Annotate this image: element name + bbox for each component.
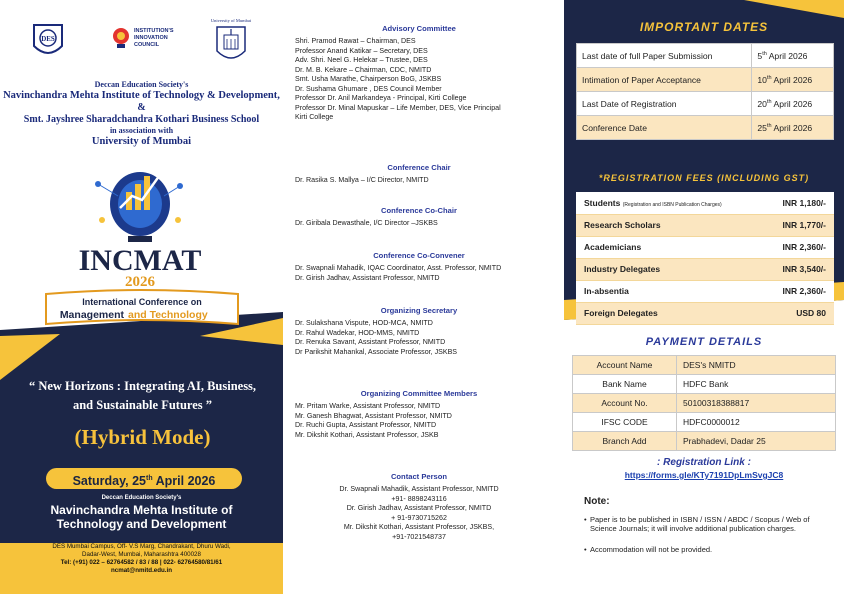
important-dates-table bbox=[576, 43, 834, 140]
conference-theme bbox=[20, 377, 265, 415]
table-row bbox=[573, 413, 836, 432]
fee-label: In-absentia bbox=[576, 280, 762, 302]
fee-label: Foreign Delegates bbox=[576, 302, 762, 324]
co-chair-member: Dr. Giribala Dewasthale, I/C Director –JSKBS bbox=[295, 219, 438, 227]
fee-label: Students (Registration and ISBN Publication Charges) bbox=[576, 192, 762, 214]
payment-details-title: PAYMENT DETAILS bbox=[645, 336, 763, 348]
conference-logo bbox=[40, 162, 245, 330]
des-logo bbox=[30, 22, 66, 62]
org-line-3: & bbox=[137, 102, 146, 113]
date-value: 5th April 2026 bbox=[752, 44, 834, 68]
fee-label: Research Scholars bbox=[576, 214, 762, 236]
committee-panel bbox=[283, 0, 564, 594]
payment-value: Prabhadevi, Dadar 25 bbox=[677, 432, 836, 451]
fee-amount: INR 1,770/- bbox=[762, 214, 834, 236]
secretary-member: Dr. Sulakshana Vispute, HOD-MCA, NMITD bbox=[295, 319, 433, 327]
secretary-member: Dr Parikshit Mahankal, Associate Professor, JSKBS bbox=[295, 347, 458, 356]
bulb-chart-icon bbox=[40, 162, 245, 330]
organizer-text bbox=[0, 80, 283, 148]
committee-member: Mr. Ganesh Bhagwat, Assistant Professor, NMITD bbox=[295, 411, 452, 420]
table-row bbox=[576, 214, 834, 236]
payment-value: HDFC Bank bbox=[677, 375, 836, 394]
fee-amount: INR 3,540/- bbox=[762, 258, 834, 280]
advisory-member: Shri. Pramod Rawat – Chairman, DES bbox=[295, 37, 416, 45]
theme-line-2: and Sustainable Futures ” bbox=[72, 398, 213, 412]
date-value: 10th April 2026 bbox=[752, 68, 834, 92]
registration-link[interactable]: https://forms.gle/KTy7191DpLmSvgJC8 bbox=[624, 470, 784, 480]
host-name-line-2: Technology and Development bbox=[56, 517, 227, 531]
org-line-4: Smt. Jayshree Sharadchandra Kothari Business School bbox=[23, 114, 260, 125]
notes-heading: Note: bbox=[584, 496, 610, 507]
conference-name: INCMAT bbox=[78, 244, 202, 277]
conference-chair bbox=[295, 163, 543, 186]
payment-key: Branch Add bbox=[573, 432, 677, 451]
fee-amount: INR 1,180/- bbox=[762, 192, 834, 214]
date-day: Saturday, 25 bbox=[72, 474, 147, 489]
payment-value: 50100318388817 bbox=[677, 394, 836, 413]
mu-logo-text: University of Mumbai bbox=[210, 18, 252, 23]
table-row bbox=[577, 92, 834, 116]
fee-label: Industry Delegates bbox=[576, 258, 762, 280]
fee-amount: USD 80 bbox=[762, 302, 834, 324]
conference-date-pill bbox=[46, 468, 242, 489]
fee-amount: INR 2,360/- bbox=[762, 236, 834, 258]
organizing-secretary bbox=[295, 306, 543, 357]
important-dates-title: IMPORTANT DATES bbox=[639, 20, 769, 34]
host-institute bbox=[0, 494, 283, 531]
co-convener-heading: Conference Co-Convener bbox=[373, 251, 465, 260]
conference-full-name-2b: and Technology bbox=[128, 309, 208, 321]
iic-logo bbox=[110, 20, 180, 66]
logo-row bbox=[0, 18, 283, 76]
advisory-member: Professor Dr. Minal Mapuskar – Life Member, DES, Vice Principal bbox=[295, 103, 501, 112]
table-row bbox=[573, 375, 836, 394]
advisory-member: Kirti College bbox=[295, 113, 334, 121]
contact-name: Dr. Swapnali Mahadik, Assistant Professor, NMITD bbox=[339, 485, 499, 493]
table-row bbox=[573, 394, 836, 413]
date-label: Intimation of Paper Acceptance bbox=[577, 68, 752, 92]
note-item: • Paper is to be published in ISBN / ISSN / ABDC / Scopus / Web of Science Journals; it will involve additional publication charges. bbox=[584, 515, 824, 533]
contact-name: Dr. Girish Jadhav, Assistant Professor, NMITD bbox=[346, 504, 492, 512]
table-row bbox=[577, 68, 834, 92]
iic-line-2: INNOVATION bbox=[134, 35, 168, 41]
org-line-2: Navinchandra Mehta Institute of Technology & Development, bbox=[3, 90, 280, 101]
date-label: Last date of full Paper Submission bbox=[577, 44, 752, 68]
advisory-heading: Advisory Committee bbox=[382, 24, 456, 33]
co-convener-member: Dr. Swapnali Mahadik, IQAC Coordinator, Asst. Professor, NMITD bbox=[295, 264, 502, 272]
contact-phone[interactable]: +91-7021548737 bbox=[392, 532, 446, 541]
contact-phone[interactable]: +91- 8898243116 bbox=[391, 494, 447, 503]
payment-key: Account Name bbox=[573, 356, 677, 375]
secretary-heading: Organizing Secretary bbox=[380, 306, 458, 315]
right-panel bbox=[564, 0, 844, 594]
contact-heading: Contact Person bbox=[390, 472, 448, 481]
notes-block bbox=[584, 496, 824, 566]
fee-amount: INR 2,360/- bbox=[762, 280, 834, 302]
organizing-committee-members bbox=[295, 389, 543, 440]
payment-details-table bbox=[572, 355, 836, 451]
advisory-member: Professor Dr. Anil Markandeya - Principal, Kirti College bbox=[295, 94, 467, 102]
committee-member: Dr. Ruchi Gupta, Assistant Professor, NMITD bbox=[295, 421, 437, 429]
mu-crest-icon bbox=[213, 23, 249, 67]
conference-year: 2026 bbox=[125, 274, 155, 290]
conference-co-chair bbox=[295, 206, 543, 229]
payment-value: HDFC0000012 bbox=[677, 413, 836, 432]
contact-phone[interactable]: + 91-9730715262 bbox=[391, 513, 447, 522]
phone-numbers: Tel: (+91) 022 – 62764582 / 83 / 88 | 022- 62764580/81/61 bbox=[60, 559, 223, 566]
payment-key: Account No. bbox=[573, 394, 677, 413]
bulb-icon bbox=[110, 26, 132, 50]
members-heading: Organizing Committee Members bbox=[360, 389, 478, 398]
left-panel bbox=[0, 0, 283, 594]
table-row bbox=[573, 432, 836, 451]
date-suffix: th bbox=[146, 475, 153, 482]
payment-value: DES's NMITD bbox=[677, 356, 836, 375]
mumbai-university-logo bbox=[206, 18, 256, 74]
registration-link-title: : Registration Link : bbox=[657, 457, 751, 468]
date-value: 20th April 2026 bbox=[752, 92, 834, 116]
iic-line-3: COUNCIL bbox=[134, 42, 160, 48]
note-item: • Accommodation will not be provided. bbox=[584, 545, 824, 554]
payment-key: IFSC CODE bbox=[573, 413, 677, 432]
date-value: 25th April 2026 bbox=[752, 116, 834, 140]
table-row bbox=[573, 356, 836, 375]
org-line-6: University of Mumbai bbox=[91, 136, 192, 147]
registration-fees-table bbox=[576, 192, 834, 325]
secretary-member: Dr. Renuka Savant, Assistant Professor, NMITD bbox=[295, 338, 446, 346]
address-block bbox=[0, 543, 283, 575]
chair-member: Dr. Rasika S. Mallya – I/C Director, NMITD bbox=[295, 176, 429, 184]
svg-text:DES: DES bbox=[41, 35, 55, 43]
date-month-year: April 2026 bbox=[152, 474, 216, 489]
committee-member: Mr. Pritam Warke, Assistant Professor, NMITD bbox=[295, 402, 441, 410]
advisory-member: Adv. Shri. Neel G. Helekar – Trustee, DES bbox=[295, 56, 428, 64]
conference-full-name-1: International Conference on bbox=[82, 297, 202, 307]
contact-person bbox=[295, 472, 543, 542]
host-name-line-1: Navinchandra Mehta Institute of bbox=[50, 503, 233, 517]
table-row bbox=[576, 192, 834, 214]
table-row bbox=[577, 116, 834, 140]
org-line-5: in association with bbox=[109, 126, 174, 135]
table-row bbox=[576, 258, 834, 280]
committee-member: Mr. Dikshit Kothari, Assistant Professor, JSKB bbox=[295, 430, 439, 439]
date-label: Conference Date bbox=[577, 116, 752, 140]
secretary-member: Dr. Rahul Wadekar, HOD-MMS, NMITD bbox=[295, 328, 420, 337]
conference-co-convener bbox=[295, 251, 543, 283]
org-line-1: Deccan Education Society's bbox=[94, 80, 189, 89]
theme-line-1: “ New Horizons : Integrating AI, Business, bbox=[28, 379, 257, 393]
fee-label: Academicians bbox=[576, 236, 762, 258]
advisory-member: Dr. Sushama Ghumare , DES Council Member bbox=[295, 84, 442, 93]
iic-line-1: INSTITUTION'S bbox=[134, 28, 174, 34]
conference-full-name-2a: Management bbox=[59, 309, 124, 321]
table-row bbox=[577, 44, 834, 68]
registration-fees-title: *REGISTRATION FEES (INCLUDING GST) bbox=[598, 173, 810, 183]
address-line-2: Dadar-West, Mumbai, Maharashtra 400028 bbox=[82, 551, 201, 558]
mode-label: (Hybrid Mode) bbox=[74, 425, 211, 449]
advisory-committee bbox=[295, 24, 543, 123]
co-chair-heading: Conference Co-Chair bbox=[381, 206, 457, 215]
date-label: Last Date of Registration bbox=[577, 92, 752, 116]
chair-heading: Conference Chair bbox=[387, 163, 451, 172]
co-convener-member: Dr. Girish Jadhav, Assistant Professor, NMITD bbox=[295, 273, 440, 282]
registration-link-block bbox=[564, 457, 844, 480]
host-society: Deccan Education Society's bbox=[101, 495, 182, 501]
advisory-member: Smt. Usha Marathe, Chairperson BoG, JSKBS bbox=[295, 75, 442, 83]
address-line-1: DES Mumbai Campus, Off- V.S Marg, Chandrakant, Dhuru Wadi, bbox=[52, 543, 231, 550]
table-row bbox=[576, 236, 834, 258]
payment-key: Bank Name bbox=[573, 375, 677, 394]
table-row bbox=[576, 302, 834, 324]
advisory-member: Dr. M. B. Kekare – Chairman, CDC, NMITD bbox=[295, 65, 432, 74]
email-address[interactable]: ncmat@nmitd.edu.in bbox=[110, 567, 173, 574]
advisory-member: Professor Anand Katikar – Secretary, DES bbox=[295, 46, 428, 55]
contact-name: Mr. Dikshit Kothari, Assistant Professor, JSKBS, bbox=[343, 523, 495, 531]
table-row bbox=[576, 280, 834, 302]
